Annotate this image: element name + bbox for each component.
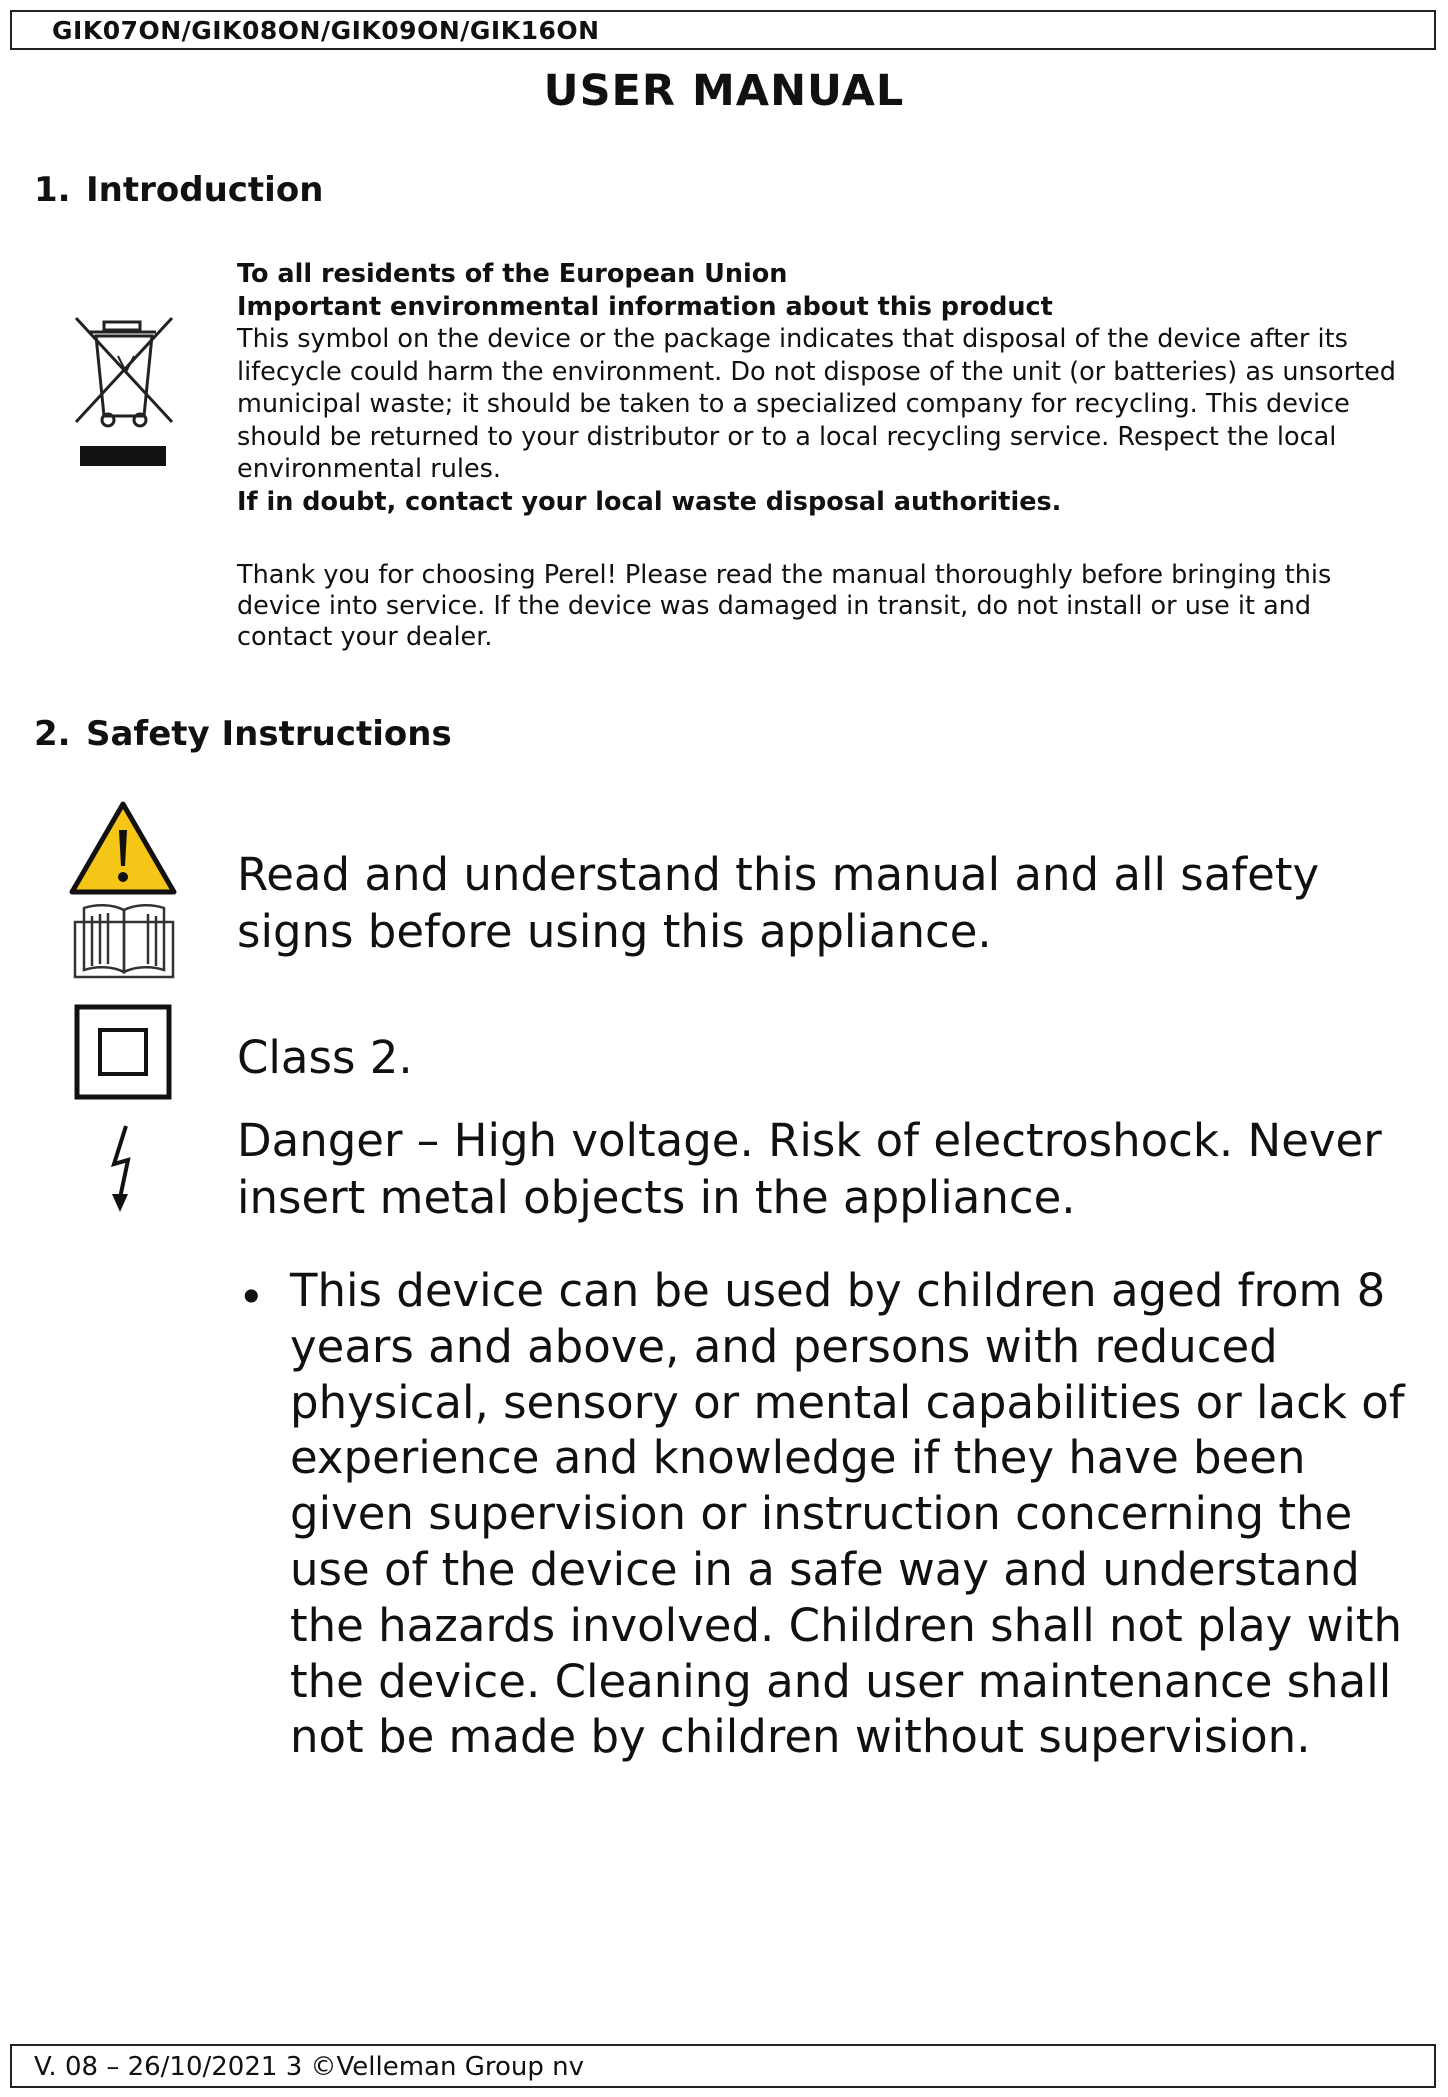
double-square-icon <box>74 1004 172 1100</box>
class-2-text: Class 2. <box>237 1031 413 1084</box>
intro-text-block <box>237 258 1397 518</box>
section-title: Safety Instructions <box>86 714 452 754</box>
section-number: 1. <box>34 170 71 210</box>
header-bar <box>10 10 1436 50</box>
environmental-info-text: This symbol on the device or the package indicates that disposal of the device after its lifecycle could harm the environment. Do not dispose of the unit (or batteries) as unsorted municipal waste; it should be taken to a specialized company for recycling. This device should be returned to your distributor or to a local recycling service. Respect the local environmental rules. <box>237 324 1396 484</box>
section-number: 2. <box>34 714 71 754</box>
footer-version-text: V. 08 – 26/10/2021 3 ©Velleman Group nv <box>34 2052 584 2082</box>
eu-residents-heading: To all residents of the European Union <box>237 259 788 289</box>
warning-triangle-icon <box>68 800 178 896</box>
lightning-bolt-icon <box>104 1124 142 1214</box>
crossed-out-wheelie-bin-icon <box>68 312 180 470</box>
children-usage-instruction: This device can be used by children aged from 8 years and above, and persons with reduced physical, sensory or mental capabilities or lack of experience and knowledge if they have been given supervision or instruction concerning the use of the device in a safe way and understand the hazards involved. Children shall not play with the device. Cleaning and user maintenance shall not be made by children without supervision. <box>290 1264 1405 1764</box>
model-numbers: GIK07ON/GIK08ON/GIK09ON/GIK16ON <box>52 16 600 45</box>
open-book-icon <box>72 900 176 980</box>
read-manual-instruction: Read and understand this manual and all safety signs before using this appliance. <box>237 848 1320 958</box>
environmental-info-heading: Important environmental information about this product <box>237 291 1053 322</box>
high-voltage-warning: Danger – High voltage. Risk of electroshock. Never insert metal objects in the appliance. <box>237 1114 1382 1224</box>
section-heading-introduction <box>34 170 323 210</box>
document-title: USER MANUAL <box>543 66 905 116</box>
bullet-marker: • <box>238 1271 265 1324</box>
waste-disposal-note: If in doubt, contact your local waste disposal authorities. <box>237 486 1062 517</box>
section-title: Introduction <box>86 170 324 210</box>
section-heading-safety <box>34 714 452 754</box>
thank-you-text: Thank you for choosing Perel! Please read the manual thoroughly before bringing this device into service. If the device was damaged in transit, do not install or use it and contact your dealer. <box>237 560 1332 652</box>
footer-bar <box>10 2044 1436 2088</box>
